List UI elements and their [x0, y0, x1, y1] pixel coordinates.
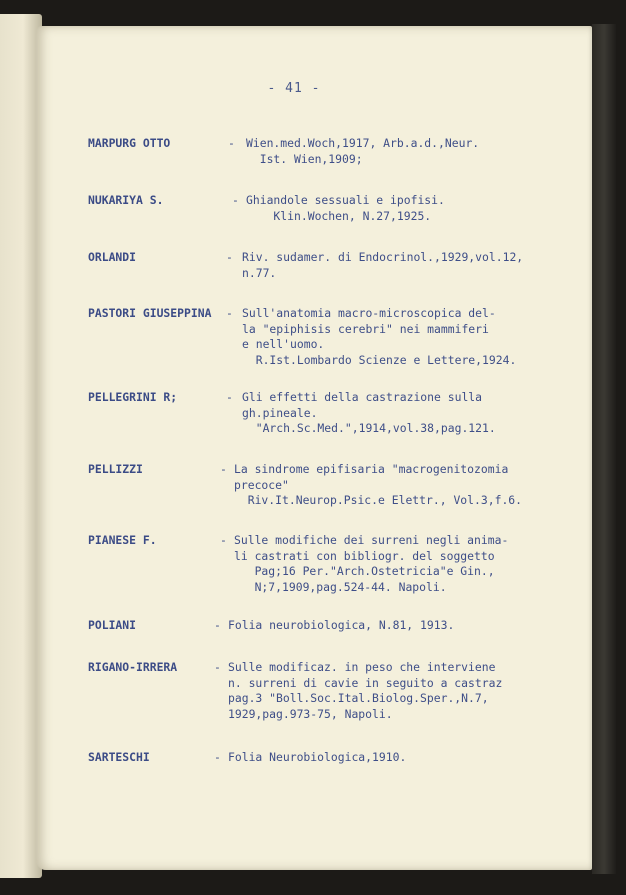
entry-dash: - — [232, 193, 239, 207]
citation-line: li castrati con bibliogr. del soggetto — [234, 548, 495, 563]
citation-line: "Arch.Sc.Med.",1914,vol.38,pag.121. — [242, 421, 496, 435]
entry-dash: - — [226, 250, 233, 264]
author-name: PELLIZZI — [88, 462, 143, 476]
citation-line: Folia neurobiologica, N.81, 1913. — [228, 618, 455, 632]
citation-line: La sindrome epifisaria "macrogenitozomia — [234, 462, 509, 476]
citation-line: Riv.It.Neurop.Psic.e Elettr., Vol.3,f.6. — [234, 493, 523, 507]
citation-line: precoce" — [234, 477, 289, 492]
citation-line: la "epiphisis cerebri" nei mammiferi — [242, 321, 489, 336]
citation-line: Folia Neurobiologica,1910. — [228, 750, 407, 764]
author-name: PASTORI GIUSEPPINA — [88, 306, 212, 320]
author-name: NUKARIYA S. — [88, 193, 164, 207]
document-page — [36, 26, 592, 870]
citation-line: R.Ist.Lombardo Scienze e Lettere,1924. — [242, 352, 517, 367]
citation-line: Riv. sudamer. di Endocrinol.,1929,vol.12, — [242, 250, 524, 264]
citation-line: Ist. Wien,1909; — [246, 151, 363, 166]
entry-dash: - — [226, 306, 233, 320]
citation-line: e nell'uomo. — [242, 337, 325, 351]
citation-line: Sulle modifiche dei surreni negli anima- — [234, 533, 509, 547]
author-name: PIANESE F. — [88, 533, 157, 547]
citation-line: Wien.med.Woch,1917, Arb.a.d.,Neur. — [246, 136, 480, 150]
citation-line: Sulle modificaz. in peso che interviene — [228, 660, 496, 674]
entry-dash: - — [228, 136, 235, 150]
citation-text — [246, 136, 479, 167]
entry-dash: - — [214, 618, 221, 632]
author-name: POLIANI — [88, 618, 137, 632]
binder-edge — [592, 24, 616, 874]
citation-text — [234, 533, 508, 595]
author-name: MARPURG OTTO — [88, 136, 171, 150]
citation-line: Pag;16 Per."Arch.Ostetricia"e Gin., — [234, 564, 495, 578]
entry-dash: - — [220, 533, 227, 547]
citation-line: Klin.Wochen, N.27,1925. — [246, 208, 432, 223]
author-name: PELLEGRINI R; — [88, 390, 178, 404]
citation-text — [242, 306, 516, 368]
citation-line: Sull'anatomia macro-microscopica del- — [242, 306, 496, 320]
citation-text — [242, 250, 523, 281]
author-name: RIGANO-IRRERA — [88, 660, 178, 674]
entry-dash: - — [214, 750, 221, 764]
entry-dash: - — [220, 462, 227, 476]
citation-text — [246, 193, 445, 224]
citation-line: 1929,pag.973-75, Napoli. — [228, 706, 393, 721]
citation-line: N;7,1909,pag.524-44. Napoli. — [234, 579, 447, 594]
entry-dash: - — [214, 660, 221, 674]
page-number: - 41 - — [267, 81, 321, 96]
citation-line: Gli effetti della castrazione sulla — [242, 390, 483, 404]
citation-text — [228, 660, 502, 722]
author-name: ORLANDI — [88, 250, 137, 264]
citation-text — [234, 462, 522, 509]
citation-line: n. surreni di cavie in seguito a castraz — [228, 675, 503, 690]
citation-line: n.77. — [242, 265, 277, 280]
citation-text — [242, 390, 496, 437]
author-name: SARTESCHI — [88, 750, 150, 764]
citation-line: gh.pineale. — [242, 405, 318, 420]
citation-line: Ghiandole sessuali e ipofisi. — [246, 193, 445, 207]
citation-text — [228, 618, 454, 634]
citation-text — [228, 750, 406, 766]
entry-dash: - — [226, 390, 233, 404]
citation-line: pag.3 "Boll.Soc.Ital.Biolog.Sper.,N.7, — [228, 691, 489, 705]
